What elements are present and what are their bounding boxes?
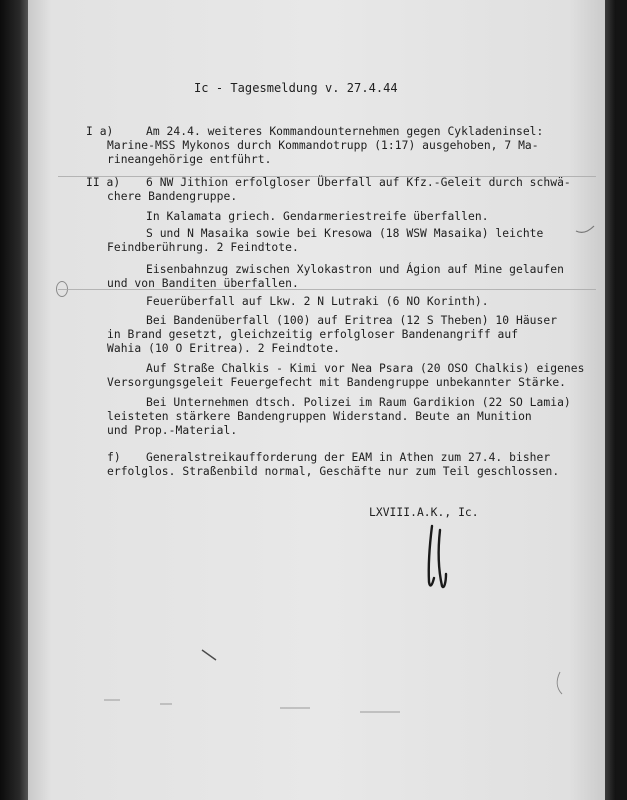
page-title: Ic - Tagesmeldung v. 27.4.44: [194, 81, 398, 95]
text-line: S und N Masaika sowie bei Kresowa (18 WSW Masaika) leichte: [146, 227, 544, 240]
text-line: Wahia (10 O Eritrea). 2 Feindtote.: [107, 342, 340, 355]
text-line: erfolglos. Straßenbild normal, Geschäfte nur zum Teil geschlossen.: [107, 465, 560, 478]
signature-mark: [418, 522, 458, 594]
text-line: chere Bandengruppe.: [107, 190, 238, 203]
section-label: f): [107, 451, 121, 464]
text-line: Versorgungsgeleit Feuergefecht mit Bandengruppe unbekannter Stärke.: [107, 376, 567, 389]
text-line: Bei Bandenüberfall (100) auf Eritrea (12 S Theben) 10 Häuser: [146, 314, 558, 327]
scan-left-edge: [0, 0, 28, 800]
text-line: und von Banditen überfallen.: [107, 277, 299, 290]
text-line: leisteten stärkere Bandengruppen Widerstand. Beute an Munition: [107, 410, 532, 423]
stray-mark: [574, 222, 598, 236]
section-label: I a): [86, 125, 114, 138]
text-line: Generalstreikaufforderung der EAM in Athen zum 27.4. bisher: [146, 451, 551, 464]
text-line: Feindberührung. 2 Feindtote.: [107, 241, 299, 254]
stray-mark: [200, 648, 220, 662]
scan-noise: [100, 690, 420, 720]
text-line: Feuerüberfall auf Lkw. 2 N Lutraki (6 NO Korinth).: [146, 295, 489, 308]
text-line: Eisenbahnzug zwischen Xylokastron und Ágion auf Mine gelaufen: [146, 263, 564, 276]
text-line: rineangehörige entführt.: [107, 153, 272, 166]
stray-mark: [550, 670, 570, 696]
section-label: II a): [86, 176, 121, 189]
text-line: Auf Straße Chalkis - Kimi vor Nea Psara (20 OSO Chalkis) eigenes: [146, 362, 585, 375]
text-line: In Kalamata griech. Gendarmeriestreife überfallen.: [146, 210, 489, 223]
scan-right-edge: [605, 0, 616, 800]
text-line: und Prop.-Material.: [107, 424, 238, 437]
text-line: Marine-MSS Mykonos durch Kommandotrupp (1:17) ausgehoben, 7 Ma-: [107, 139, 539, 152]
text-line: 6 NW Jithion erfolgloser Überfall auf Kfz.-Geleit durch schwä-: [146, 176, 571, 189]
signature-unit: LXVIII.A.K., Ic.: [369, 506, 479, 519]
text-line: in Brand gesetzt, gleichzeitig erfolgloser Bandenangriff auf: [107, 328, 519, 341]
text-line: Bei Unternehmen dtsch. Polizei im Raum Gardikion (22 SO Lamia): [146, 396, 571, 409]
text-line: Am 24.4. weiteres Kommandounternehmen gegen Cykladeninsel:: [146, 125, 544, 138]
